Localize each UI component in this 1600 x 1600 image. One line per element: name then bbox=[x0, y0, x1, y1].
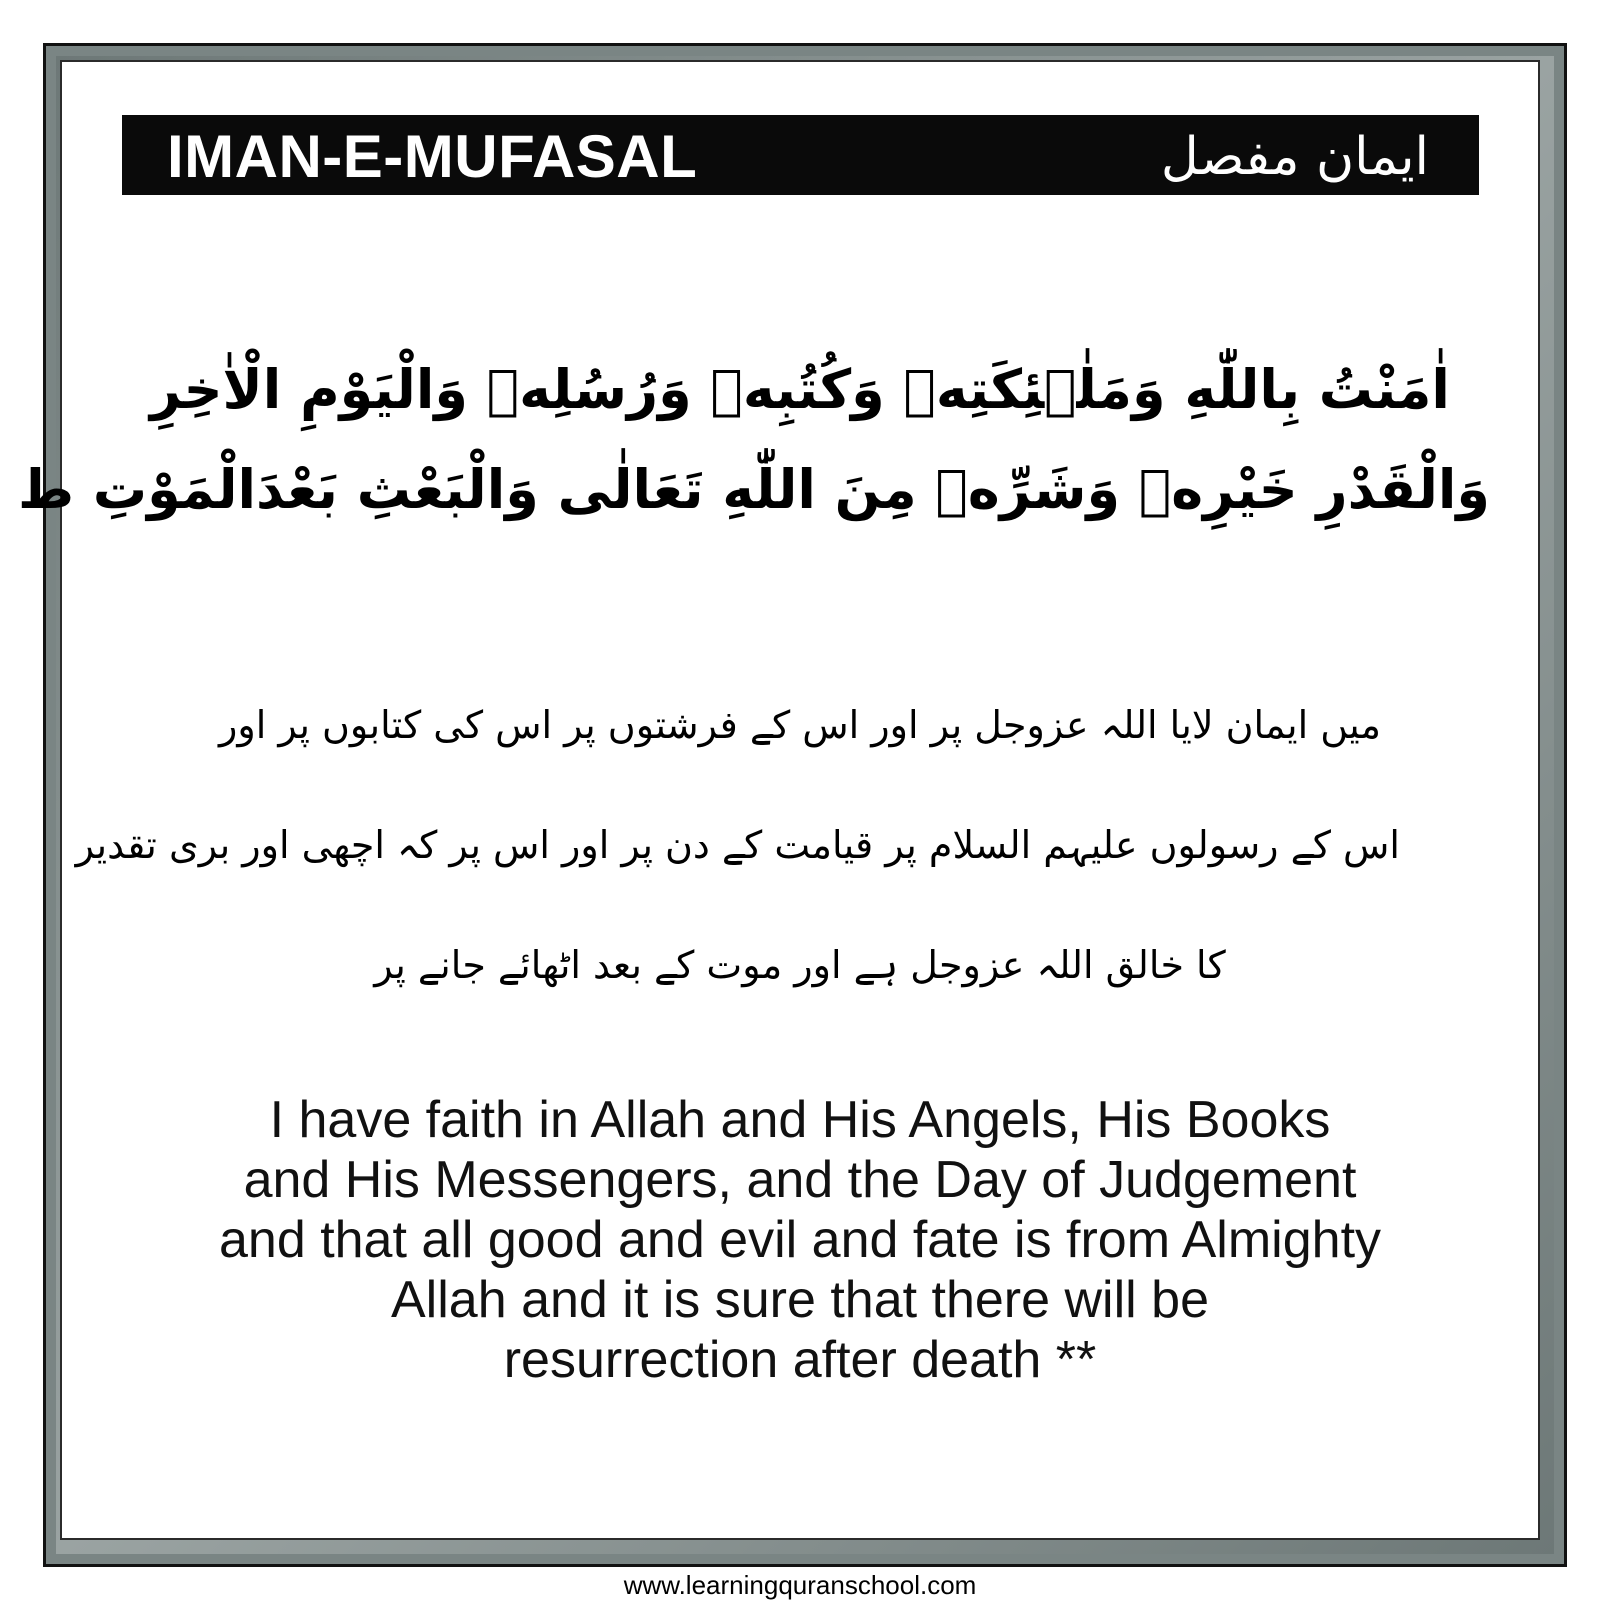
title-english: IMAN-E-MUFASAL bbox=[167, 123, 698, 190]
english-line: resurrection after death ** bbox=[503, 1331, 1097, 1389]
english-line: and His Messengers, and the Day of Judgement bbox=[243, 1151, 1357, 1209]
arabic-line: اٰمَنْتُ بِاللّٰهِ وَمَلٰۤئِكَتِهٖ وَكُتُبِهٖ وَرُسُلِهٖ وَالْيَوْمِ الْاٰخِرِ bbox=[150, 358, 1450, 421]
arabic-text-block bbox=[17, 340, 1490, 540]
english-translation-block bbox=[110, 1090, 1490, 1390]
english-line: Allah and it is sure that there will be bbox=[391, 1271, 1209, 1329]
urdu-line: میں ایمان لایا اللہ عزوجل پر اور اس کے فرشتوں پر اس کی کتابوں پر اور bbox=[219, 703, 1381, 747]
website-url: www.learningquranschool.com bbox=[623, 1570, 977, 1600]
title-urdu: ایمان مفصل bbox=[1160, 127, 1429, 187]
english-line: and that all good and evil and fate is from Almighty bbox=[218, 1211, 1382, 1269]
urdu-line: کا خالق اللہ عزوجل ہے اور موت کے بعد اٹھائے جانے پر bbox=[374, 943, 1226, 987]
urdu-translation-block bbox=[75, 695, 1400, 1055]
arabic-line: وَالْقَدْرِ خَيْرِهٖ وَشَرِّهٖ مِنَ اللّٰهِ تَعَالٰى وَالْبَعْثِ بَعْدَالْمَوْتِ ط bbox=[17, 458, 1490, 521]
title-bar bbox=[122, 115, 1479, 195]
english-line: I have faith in Allah and His Angels, His Books bbox=[269, 1091, 1331, 1149]
urdu-line: اس کے رسولوں علیہم السلام پر قیامت کے دن پر اور اس پر کہ اچھی اور بری تقدیر bbox=[75, 823, 1400, 867]
